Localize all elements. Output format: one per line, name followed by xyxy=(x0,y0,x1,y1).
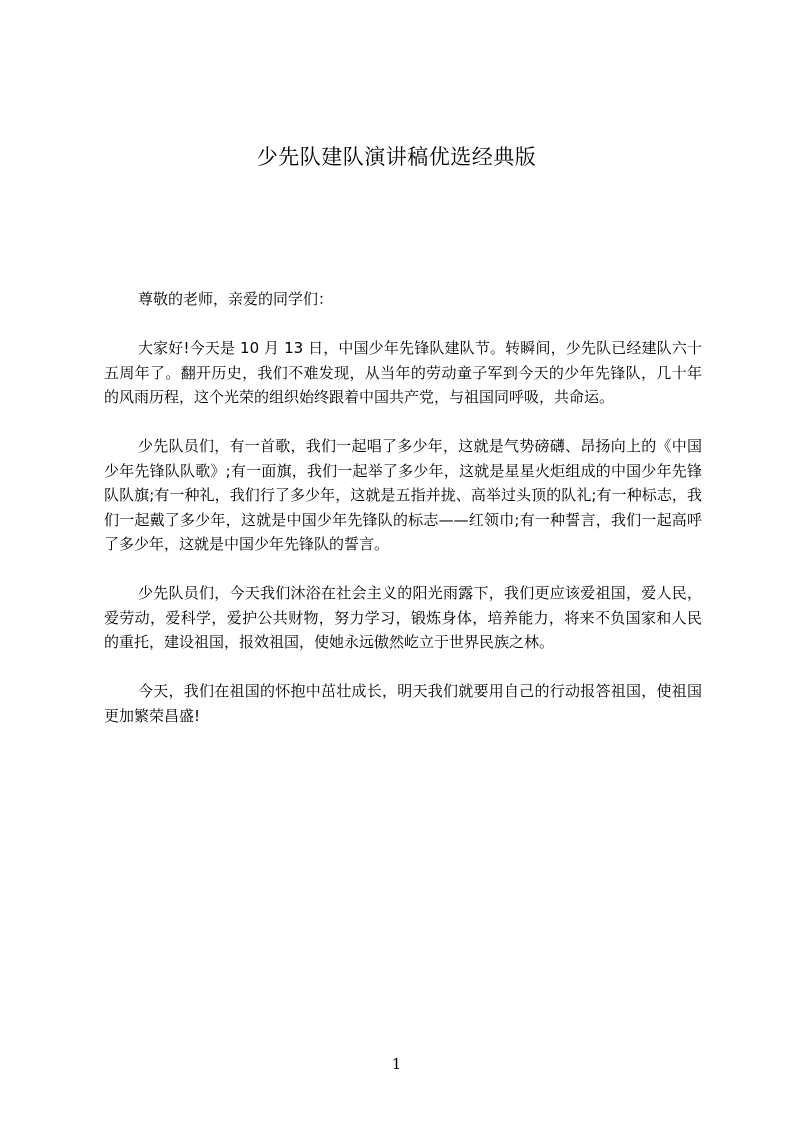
paragraph-1: 大家好!今天是 10 月 13 日，中国少年先锋队建队节。转瞬间，少先队已经建队六十五周年了。翻开历史，我们不难发现，从当年的劳动童子军到今天的少年先锋队，几十年的风雨历程，这个光荣的组织始终跟着中国共产党，与祖国同呼吸，共命运。 xyxy=(104,339,702,406)
greeting-paragraph: 尊敬的老师，亲爱的同学们： xyxy=(138,290,334,308)
paragraph-4: 今天，我们在祖国的怀抱中茁壮成长，明天我们就要用自己的行动报答祖国，使祖国更加繁荣昌盛! xyxy=(104,682,702,725)
paragraph-3: 少先队员们，今天我们沐浴在社会主义的阳光雨露下，我们更应该爱祖国，爱人民，爱劳动，爱科学，爱护公共财物，努力学习，锻炼身体，培养能力，将来不负国家和人民的重托，建设祖国，报效祖国，使她永远傲然屹立于世界民族之林。 xyxy=(104,584,702,651)
paragraph-2: 少先队员们，有一首歌，我们一起唱了多少年，这就是气势磅礴、昂扬向上的《中国少年先锋队队歌》;有一面旗，我们一起举了多少年，这就是星星火炬组成的中国少年先锋队队旗;有一种礼，我们行了多少年，这就是五指并拢、高举过头顶的队礼;有一种标志，我们一起戴了多少年，这就是中国少年先锋队的标志——红领巾;有一种誓言，我们一起高呼了多少年，这就是中国少年先锋队的誓言。 xyxy=(104,437,702,553)
document-title: 少先队建队演讲稿优选经典版 xyxy=(256,145,537,169)
document-body xyxy=(104,287,702,753)
page-number: 1 xyxy=(391,1055,402,1073)
